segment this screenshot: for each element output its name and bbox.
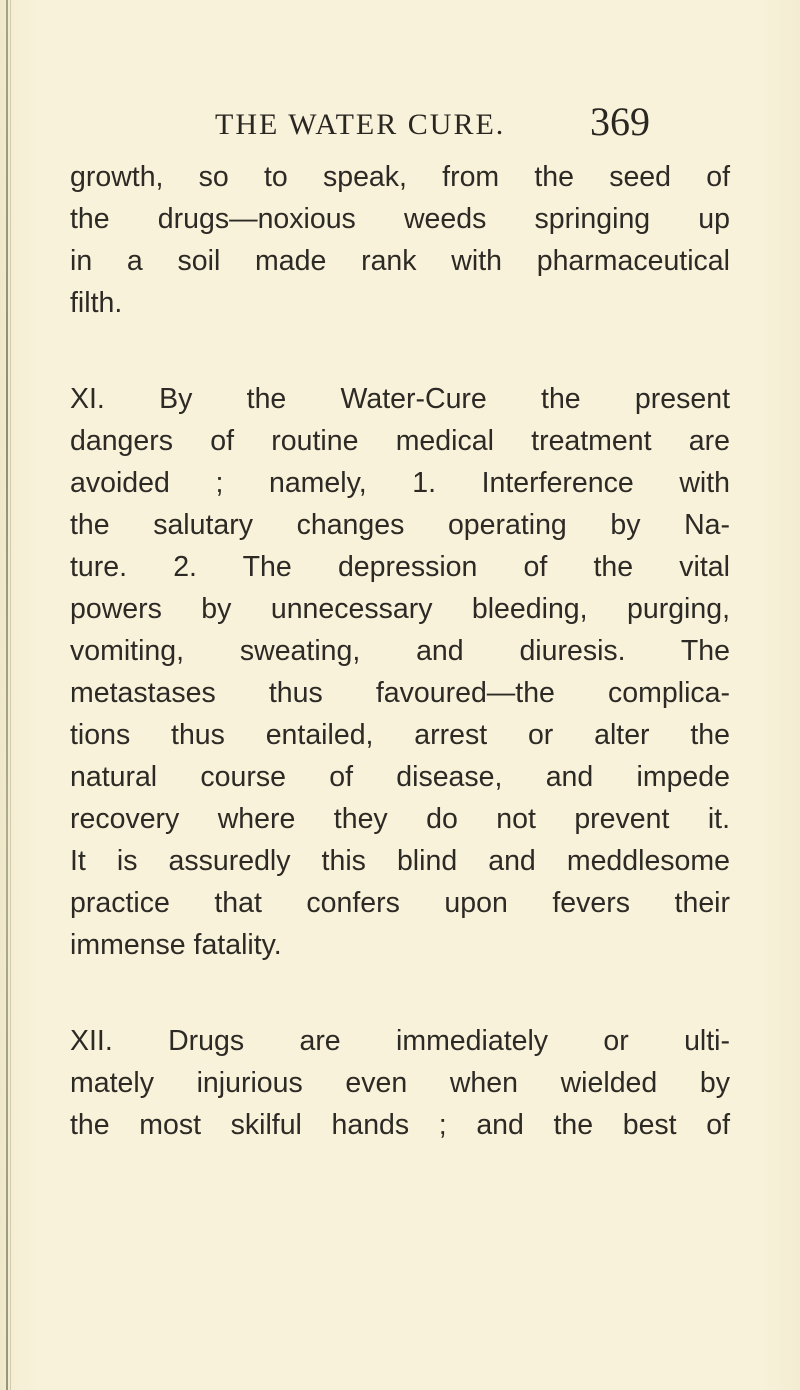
text-line: immense fatality. [70, 929, 282, 961]
text-line: the salutary changes operating by Na- [70, 509, 730, 541]
text-line: metastases thus favoured—the complica- [70, 677, 730, 709]
running-head: THE WATER CURE. [215, 108, 506, 141]
text-line: growth, so to speak, from the seed of [70, 161, 730, 193]
text-line: dangers of routine medical treatment are [70, 425, 730, 457]
page-gutter-shadow [10, 0, 11, 1390]
text-line: tions thus entailed, arrest or alter the [70, 719, 730, 751]
text-line: It is assuredly this blind and meddlesome [70, 845, 730, 877]
text-line: filth. [70, 287, 123, 319]
text-line: ture. 2. The depression of the vital [70, 551, 730, 583]
text-line: the most skilful hands ; and the best of [70, 1109, 730, 1141]
text-line: in a soil made rank with pharmaceutical [70, 245, 730, 277]
text-line: XI. By the Water-Cure the present [70, 383, 730, 415]
text-line: powers by unnecessary bleeding, purging, [70, 593, 730, 625]
text-line: practice that confers upon fevers their [70, 887, 730, 919]
page-header [0, 99, 800, 158]
page-number: 369 [590, 99, 650, 144]
paragraph-2 [70, 378, 730, 966]
text-line: mately injurious even when wielded by [70, 1067, 730, 1099]
text-line: vomiting, sweating, and diuresis. The [70, 635, 730, 667]
text-line: recovery where they do not prevent it. [70, 803, 730, 835]
text-line: avoided ; namely, 1. Interference with [70, 467, 730, 499]
text-line: the drugs—noxious weeds springing up [70, 203, 730, 235]
text-line: natural course of disease, and impede [70, 761, 730, 793]
page-gutter-edge [6, 0, 8, 1390]
body-text [70, 156, 730, 1146]
text-line: XII. Drugs are immediately or ulti- [70, 1025, 730, 1057]
paragraph-1 [70, 156, 730, 324]
paragraph-3 [70, 1020, 730, 1146]
